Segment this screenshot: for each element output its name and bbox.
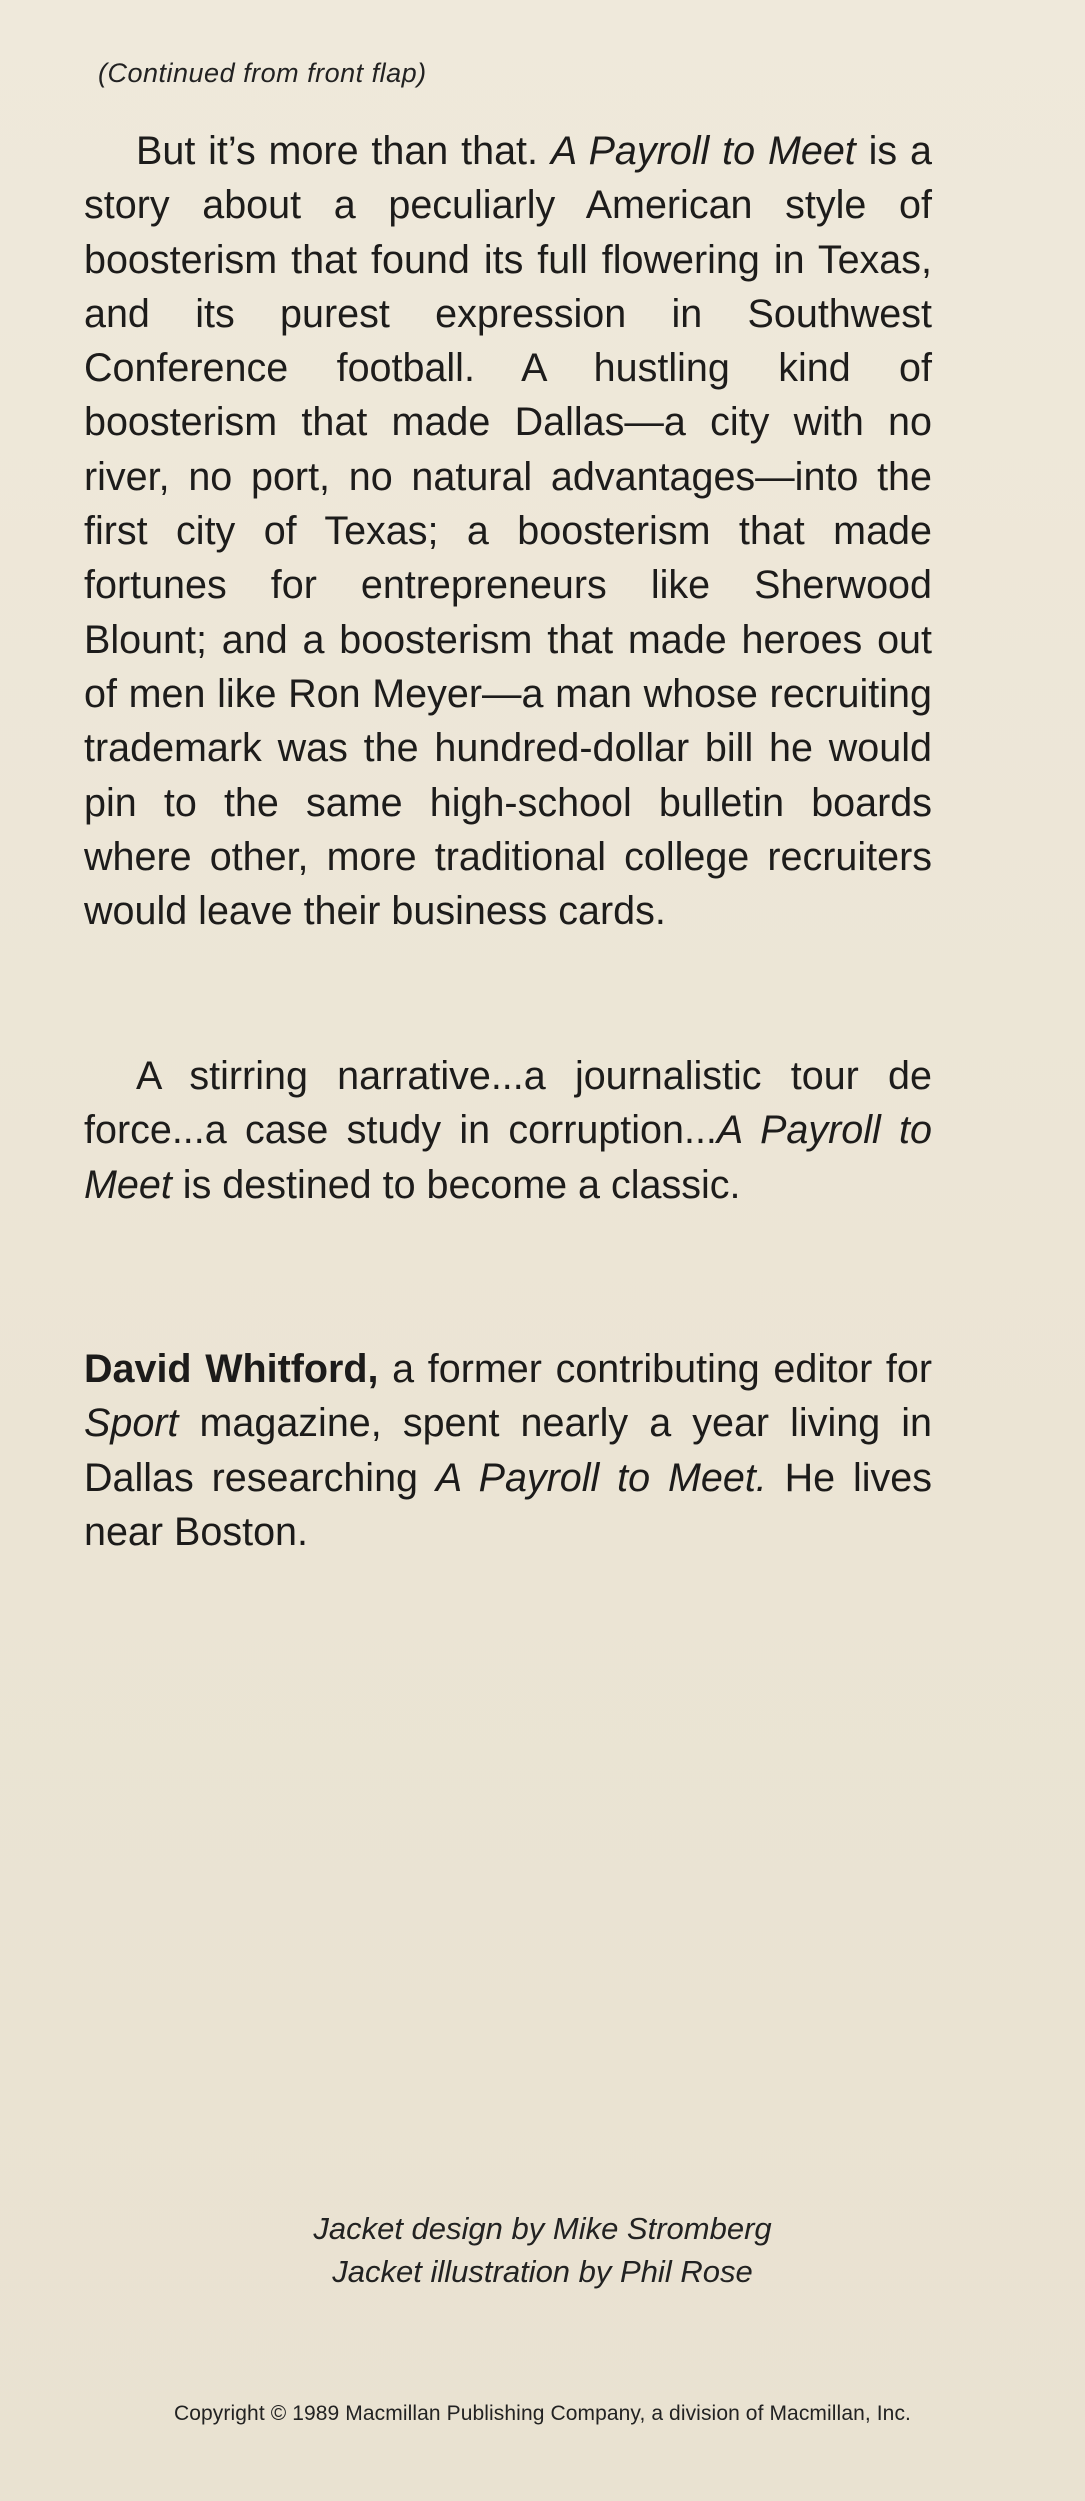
author-name: David Whitford, bbox=[84, 1347, 379, 1391]
author-bio bbox=[84, 1342, 932, 1559]
para1-rest: is a story about a peculiarly American style of boosterism that found its full flowering in Texas, and its purest expression in Southwest Conference football. A hustling kind of boosterism that made Dallas—a city with no river, no port, no natural advantages—into the first city of Texas; a boosterism that made fortunes for entrepreneurs like Sherwood Blount; and a boosterism that made heroes out of men like Ron Meyer—a man whose recruiting trademark was the hundred-dollar bill he would pin to the same high-school bulletin boards where other, more traditional college recruiters would leave their business cards. bbox=[84, 129, 932, 934]
jacket-illustration-credit: Jacket illustration by Phil Rose bbox=[332, 2254, 753, 2289]
copyright-line: Copyright © 1989 Macmillan Publishing Company, a division of Macmillan, Inc. bbox=[173, 2402, 911, 2425]
bio-text-3: He lives near Boston. bbox=[84, 1455, 932, 1554]
bio-magazine: Sport bbox=[84, 1401, 179, 1446]
para1-book-title: A Payroll to Meet bbox=[550, 129, 856, 173]
flap-paragraph-2 bbox=[84, 1049, 932, 1212]
para2-lead: A stirring narrative...a journalistic tour de force...a case study in corruption... bbox=[84, 1054, 932, 1153]
jacket-design-credit: Jacket design by Mike Stromberg bbox=[313, 2211, 772, 2246]
bio-book-title: A Payroll to Meet. bbox=[435, 1455, 767, 1500]
para2-rest: is destined to become a classic. bbox=[171, 1162, 741, 1207]
flap-paragraph-1 bbox=[84, 124, 932, 938]
para2-book-title: A Payroll to Meet bbox=[84, 1108, 933, 1207]
continued-note: (Continued from front flap) bbox=[98, 58, 427, 88]
para1-lead: But it’s more than that. bbox=[136, 129, 551, 173]
bio-text-2: magazine, spent nearly a year living in Dallas researching bbox=[84, 1401, 932, 1500]
bio-text-1: a former contributing editor for bbox=[378, 1347, 932, 1391]
